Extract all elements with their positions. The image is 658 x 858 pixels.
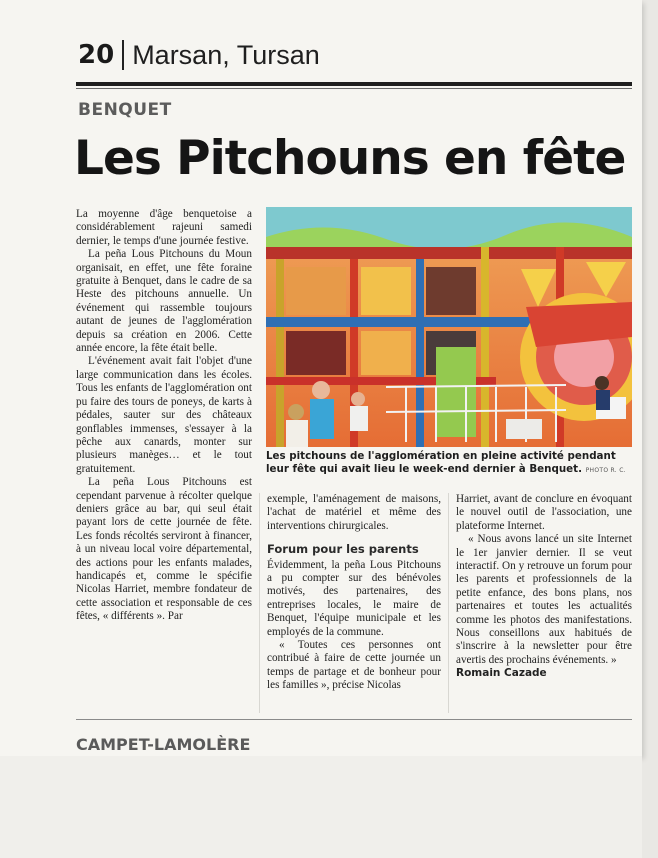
article-paragraph: « Toutes ces personnes ont contribué à faire de cette journée un temps de partage et de bonheur pour les familles », précise Nicolas xyxy=(267,639,441,692)
play-area-photo-illustration xyxy=(266,207,632,447)
column-separator xyxy=(259,493,260,713)
photo-credit: PHOTO R. C. xyxy=(585,467,626,474)
header-rule xyxy=(76,82,632,86)
article-column-1 xyxy=(76,208,252,624)
article-paragraph: Harriet, avant de conclure en évoquant le nouvel outil de l'association, une plateforme Internet. xyxy=(456,493,632,532)
article-subhead: Forum pour les parents xyxy=(267,542,419,557)
article-bottom-rule xyxy=(76,719,632,720)
photo-caption-text: Les pitchouns de l'agglomération en pleine activité pendant leur fête qui avait lieu le week-end dernier à Benquet. xyxy=(266,450,616,475)
next-article-title: CAMPET-LAMOLÈRE xyxy=(76,735,251,754)
article-column-2 xyxy=(267,493,441,693)
article-paragraph: Évidemment, la peña Lous Pitchouns a pu compter sur des bénévoles motivés, des partenaires, des entreprises locales, le maire de Benquet, l'équipe municipale et les employés de la commune. xyxy=(267,558,441,638)
article-headline: Les Pitchouns en fête xyxy=(74,131,626,186)
article-column-3 xyxy=(456,493,632,681)
header-rule-thin xyxy=(76,88,632,89)
scan-background xyxy=(0,756,642,858)
page-number: 20 xyxy=(78,40,124,70)
article-paragraph: exemple, l'aménagement de maisons, l'achat de matériel et même des interventions chirurgicales. xyxy=(267,493,441,532)
article-paragraph: L'événement avait fait l'objet d'une large communication dans les écoles. Tous les enfants de l'agglomération ont pu faire des tours de poneys, de karts à pédales, sauter sur des châteaux gonflables immenses, s'essayer à la pêche aux canards, monter sur plusieurs manèges… et le tout gratuitement. xyxy=(76,355,252,475)
article-kicker: BENQUET xyxy=(78,100,172,120)
article-paragraph: La peña Lous Pitchouns est cependant parvenue à récolter quelque deniers grâce au bar, qui seul était payant lors de cette journée de fête. Les fonds récoltés serviront à financer, à un niveau local voire départemental, des actions pour les enfants malades, handicapés et, comme le spécifie Nicolas Harriet, membre fondateur de cette association et responsable de ces fêtes, « différents ». Par xyxy=(76,476,252,623)
photo-caption xyxy=(266,450,632,477)
page-header xyxy=(78,36,320,74)
article-paragraph: La peña Lous Pitchouns du Moun organisait, en effet, une fête foraine gratuite à Benquet, dans le cadre de sa Heste des pitchouns annuelle. Un événement qui rassemble toujours autant de jeunes de l'agglomération depuis sa création en 2006. Cette année encore, la fête était belle. xyxy=(76,248,252,355)
article-signature: Romain Cazade xyxy=(456,667,547,680)
column-separator xyxy=(448,493,449,713)
article-photo xyxy=(266,207,632,447)
section-title: Marsan, Tursan xyxy=(132,40,320,70)
article-paragraph: « Nous avons lancé un site Internet le 1er janvier dernier. Il se veut interactif. On y retrouve un forum pour les parents et professionnels de la petite enfance, des bons plans, nos partenaires et toutes les actualités comme les photos des manifestations. Nous conseillons aux habitués de s'inscrire à la newsletter pour être avertis des prochains événements. » xyxy=(456,533,632,666)
article-paragraph: La moyenne d'âge benquetoise a considérablement rajeuni samedi dernier, le temps d'une journée festive. xyxy=(76,208,252,247)
